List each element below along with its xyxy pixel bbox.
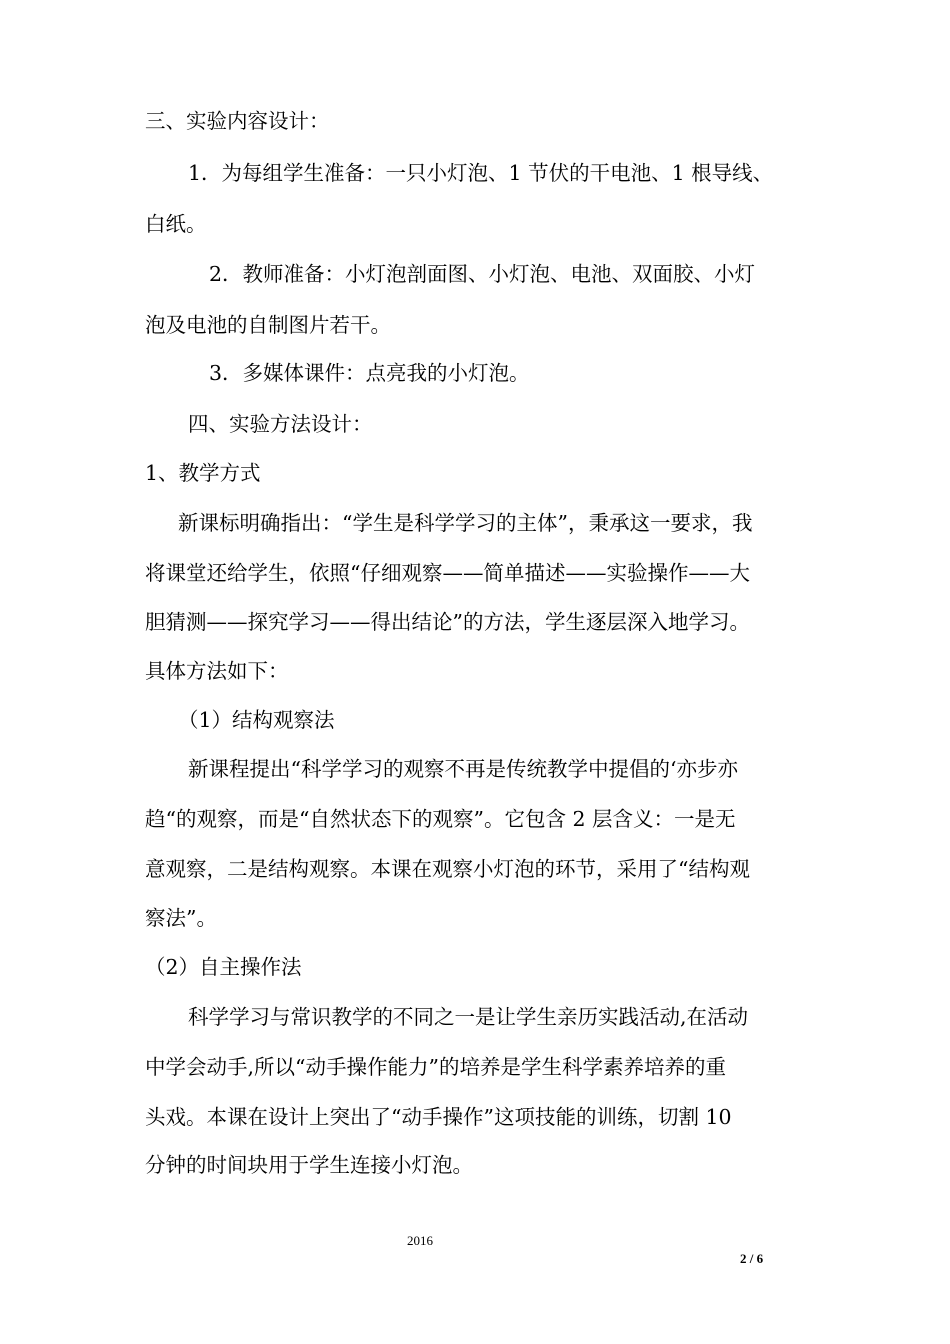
text-line: 将课堂还给学生，依照“仔细观察——简单描述——实验操作——大 [145,561,750,585]
text-line: 四、实验方法设计： [188,412,373,436]
text-line: 胆猜测——探究学习——得出结论”的方法，学生逐层深入地学习。 [145,610,750,634]
text-line: 1、教学方式 [145,461,261,485]
text-line: 头戏。本课在设计上突出了“动手操作”这项技能的训练，切割 10 [145,1105,732,1129]
text-line: 白纸。 [145,212,207,236]
text-line: 新课程提出“科学学习的观察不再是传统教学中提倡的‘亦步亦 [188,757,738,781]
text-line: 中学会动手,所以“动手操作能力”的培养是学生科学素养培养的重 [145,1055,726,1079]
text-line: 3．多媒体课件：点亮我的小灯泡。 [209,361,530,385]
text-line: 泡及电池的自制图片若干。 [145,313,391,337]
text-line: 分钟的时间块用于学生连接小灯泡。 [145,1153,473,1177]
text-line: 2．教师准备：小灯泡剖面图、小灯泡、电池、双面胶、小灯 [209,262,756,286]
text-line: 科学学习与常识教学的不同之一是让学生亲历实践活动,在活动 [188,1005,749,1029]
text-line: 新课标明确指出：“学生是科学学习的主体”，秉承这一要求，我 [178,511,753,535]
text-line: 察法”。 [145,906,217,930]
footer-year: 2016 [407,1233,433,1248]
text-line: 意观察，二是结构观察。本课在观察小灯泡的环节，采用了“结构观 [145,857,750,881]
page-number: 2 / 6 [740,1251,764,1266]
text-line: （1）结构观察法 [178,708,335,732]
text-line: （2）自主操作法 [145,955,302,979]
text-line: 具体方法如下： [145,659,289,683]
text-line: 1．为每组学生准备：一只小灯泡、1 节伏的干电池、1 根导线、 [188,161,774,185]
text-line: 趋“的观察，而是“自然状态下的观察”。它包含 2 层含义：一是无 [145,807,736,831]
text-line: 三、实验内容设计： [145,109,330,133]
